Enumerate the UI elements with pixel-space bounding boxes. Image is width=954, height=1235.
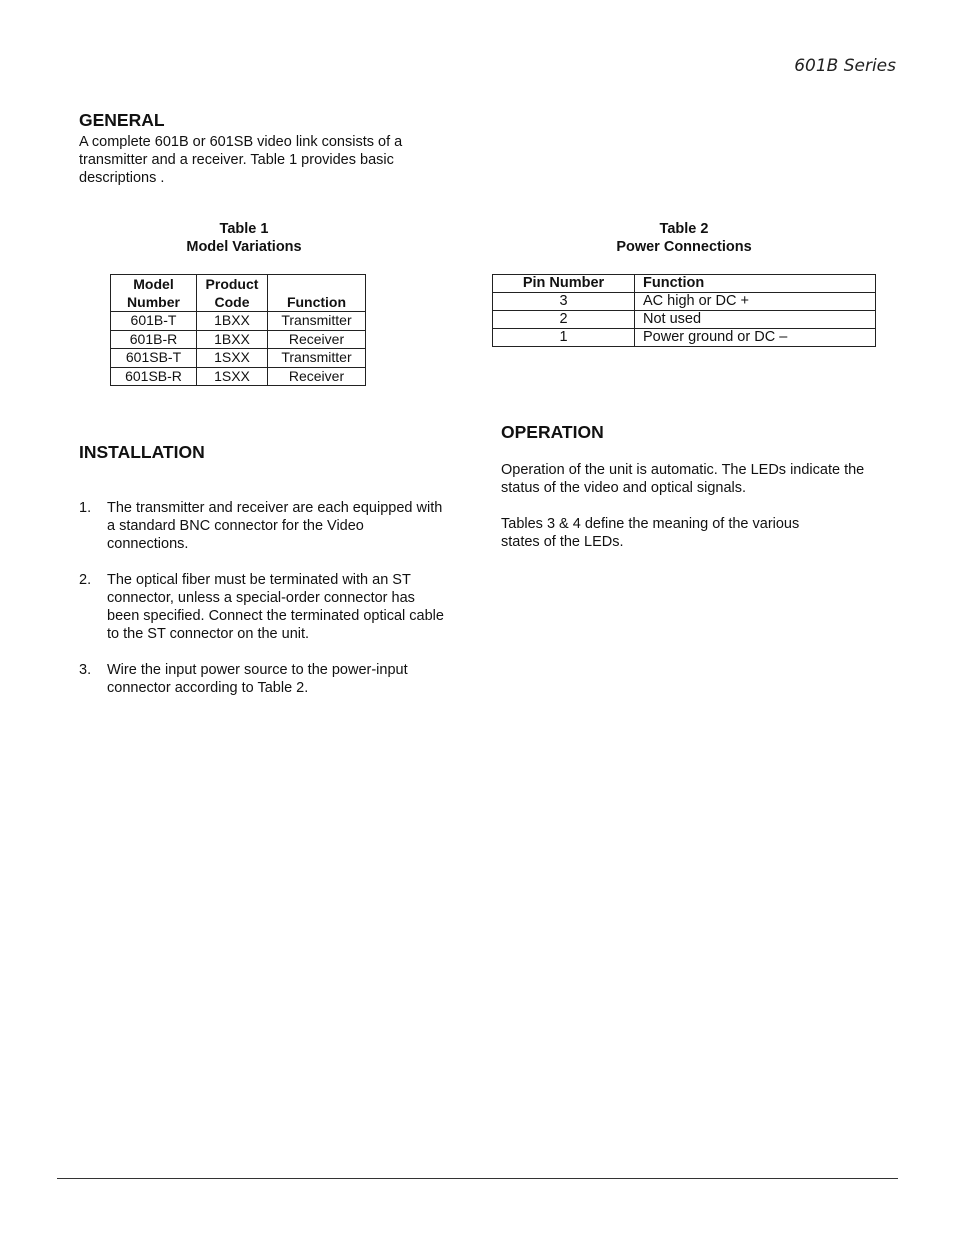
cell-function: AC high or DC + xyxy=(635,293,876,311)
cell-function: Not used xyxy=(635,311,876,329)
cell-code: 1SXX xyxy=(197,349,268,368)
col-pin-number: Pin Number xyxy=(493,275,635,293)
table-row xyxy=(493,329,876,347)
operation-paragraph-1: Operation of the unit is automatic. The LEDs indicate the status of the video and optical signals. xyxy=(501,462,865,496)
list-item xyxy=(79,661,449,697)
table1-caption xyxy=(110,220,378,256)
table-row xyxy=(111,330,366,349)
table2-title: Table 2 xyxy=(659,221,709,237)
installation-steps xyxy=(79,499,449,697)
table-row xyxy=(111,349,366,368)
table-row xyxy=(493,293,876,311)
table-header-row xyxy=(493,275,876,293)
table2-caption xyxy=(492,220,876,256)
table1-title: Table 1 xyxy=(219,221,269,237)
table2-subtitle: Power Connections xyxy=(616,239,752,255)
general-text: A complete 601B or 601SB video link consists of a transmitter and a receiver. Table 1 provides basic descriptions . xyxy=(79,134,403,186)
cell-function: Power ground or DC – xyxy=(635,329,876,347)
series-title: 601B Series xyxy=(794,56,896,76)
col-model-number: Model Number xyxy=(111,275,197,312)
table-row xyxy=(493,311,876,329)
table1-subtitle: Model Variations xyxy=(186,239,302,255)
cell-code: 1SXX xyxy=(197,367,268,386)
step-text: Wire the input power source to the power-input connector according to Table 2. xyxy=(107,662,408,696)
table-row xyxy=(111,367,366,386)
cell-model: 601SB-R xyxy=(111,367,197,386)
operation-heading: OPERATION xyxy=(501,422,604,442)
col-product-code: Product Code xyxy=(197,275,268,312)
footer-rule xyxy=(57,1178,898,1179)
list-item xyxy=(79,499,449,553)
power-connections-table xyxy=(492,274,876,347)
step-number: 1. xyxy=(79,500,92,516)
operation-paragraph-2: Tables 3 & 4 define the meaning of the various states of the LEDs. xyxy=(501,516,800,550)
cell-function: Receiver xyxy=(268,330,366,349)
installation-heading: INSTALLATION xyxy=(79,442,205,462)
operation-section xyxy=(501,422,871,551)
step-text: The transmitter and receiver are each equipped with a standard BNC connector for the Video connections. xyxy=(107,500,443,552)
col-function: Function xyxy=(635,275,876,293)
general-heading: GENERAL xyxy=(79,110,165,130)
step-text: The optical fiber must be terminated with an ST connector, unless a special-order connector has been specified. Connect the terminated optical cable to the ST connector on the unit. xyxy=(107,572,444,642)
cell-pin: 1 xyxy=(493,329,635,347)
model-variations-table xyxy=(110,274,366,386)
installation-section xyxy=(79,442,449,715)
cell-model: 601B-R xyxy=(111,330,197,349)
step-number: 3. xyxy=(79,662,92,678)
list-item xyxy=(79,571,449,643)
cell-model: 601SB-T xyxy=(111,349,197,368)
cell-function: Transmitter xyxy=(268,349,366,368)
col-function: Function xyxy=(268,275,366,312)
cell-function: Receiver xyxy=(268,367,366,386)
cell-pin: 3 xyxy=(493,293,635,311)
cell-function: Transmitter xyxy=(268,312,366,331)
cell-code: 1BXX xyxy=(197,312,268,331)
table-row xyxy=(111,312,366,331)
general-section xyxy=(79,110,449,187)
table-header-row xyxy=(111,275,366,312)
cell-model: 601B-T xyxy=(111,312,197,331)
step-number: 2. xyxy=(79,572,92,588)
cell-pin: 2 xyxy=(493,311,635,329)
cell-code: 1BXX xyxy=(197,330,268,349)
